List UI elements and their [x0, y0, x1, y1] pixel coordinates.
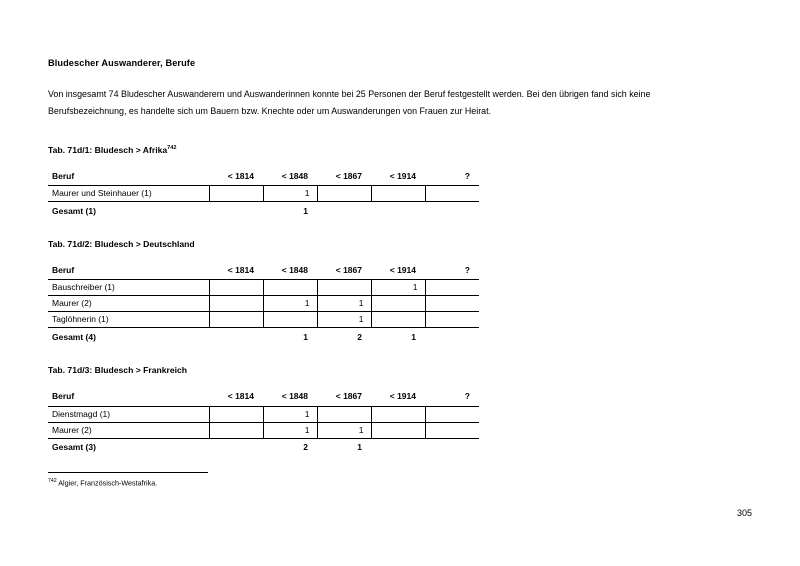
cell-1848 [263, 312, 317, 328]
column-header-1848: < 1848 [263, 168, 317, 186]
table-row [48, 296, 479, 312]
total-1848: 1 [263, 202, 317, 220]
table-total-row [48, 202, 479, 220]
column-header-1814: < 1814 [209, 262, 263, 280]
total-label: Gesamt (1) [48, 202, 209, 220]
total-1867: 1 [317, 438, 371, 456]
table-header-row [48, 262, 479, 280]
table-caption-text: Tab. 71d/1: Bludesch > Afrika [48, 144, 168, 155]
table-caption-text: Tab. 71d/2: Bludesch > Deutschland [48, 239, 195, 250]
column-header-1848: < 1848 [263, 389, 317, 407]
column-header-unknown: ? [425, 389, 479, 407]
total-label: Gesamt (3) [48, 438, 209, 456]
column-header-unknown: ? [425, 168, 479, 186]
cell-1914 [371, 422, 425, 438]
table-row [48, 406, 479, 422]
total-1914: 1 [371, 328, 425, 346]
cell-unknown [425, 406, 479, 422]
column-header-unknown: ? [425, 262, 479, 280]
page-content [48, 58, 752, 476]
total-1867 [317, 202, 371, 220]
column-header-1914: < 1914 [371, 262, 425, 280]
cell-1914 [371, 312, 425, 328]
table-block-frankreich [48, 365, 752, 455]
total-unknown [425, 202, 479, 220]
table-row [48, 186, 479, 202]
column-header-beruf: Beruf [48, 168, 209, 186]
cell-1814 [209, 422, 263, 438]
column-header-1914: < 1914 [371, 389, 425, 407]
occupations-table-deutschland [48, 262, 479, 345]
cell-1814 [209, 296, 263, 312]
total-1814 [209, 328, 263, 346]
table-block-deutschland [48, 239, 752, 345]
cell-beruf: Maurer und Steinhauer (1) [48, 186, 209, 202]
table-total-row [48, 328, 479, 346]
table-caption-text: Tab. 71d/3: Bludesch > Frankreich [48, 365, 188, 376]
cell-1914 [371, 406, 425, 422]
cell-unknown [425, 312, 479, 328]
total-unknown [425, 438, 479, 456]
column-header-beruf: Beruf [48, 389, 209, 407]
table-caption [48, 365, 752, 375]
table-header-row [48, 389, 479, 407]
cell-1848: 1 [263, 406, 317, 422]
cell-beruf: Taglöhnerin (1) [48, 312, 209, 328]
cell-1848: 1 [263, 296, 317, 312]
total-1867: 2 [317, 328, 371, 346]
total-1848: 2 [263, 438, 317, 456]
column-header-1914: < 1914 [371, 168, 425, 186]
cell-beruf: Bauschreiber (1) [48, 280, 209, 296]
footnote [48, 478, 752, 488]
cell-beruf: Dienstmagd (1) [48, 406, 209, 422]
cell-unknown [425, 186, 479, 202]
column-header-1867: < 1867 [317, 168, 371, 186]
column-header-1867: < 1867 [317, 262, 371, 280]
total-1914 [371, 202, 425, 220]
table-total-row [48, 438, 479, 456]
column-header-1848: < 1848 [263, 262, 317, 280]
footnote-area [48, 472, 752, 488]
cell-1848: 1 [263, 186, 317, 202]
total-label: Gesamt (4) [48, 328, 209, 346]
intro-line: Berufsbezeichnung, es handelte sich um Bauern bzw. Knechte oder um Auswanderungen von Frauen zur Heirat. [48, 106, 492, 117]
intro-line: Von insgesamt 74 Bludescher Auswanderern und Auswanderinnen konnte bei 25 Personen der Beruf festgestellt werden. Bei den übrigen fand sich keine [48, 89, 651, 100]
column-header-1814: < 1814 [209, 389, 263, 407]
cell-1914: 1 [371, 280, 425, 296]
total-1814 [209, 202, 263, 220]
column-header-1867: < 1867 [317, 389, 371, 407]
page-title: Bludescher Auswanderer, Berufe [48, 58, 196, 68]
cell-1914 [371, 296, 425, 312]
table-block-afrika [48, 145, 752, 219]
occupations-table-frankreich [48, 389, 479, 456]
footnote-marker: 742 [167, 144, 177, 151]
cell-1848: 1 [263, 422, 317, 438]
cell-1814 [209, 186, 263, 202]
cell-1867 [317, 280, 371, 296]
column-header-1814: < 1814 [209, 168, 263, 186]
cell-1867: 1 [317, 296, 371, 312]
table-caption [48, 145, 752, 155]
cell-unknown [425, 296, 479, 312]
footnote-separator [48, 472, 208, 473]
total-1814 [209, 438, 263, 456]
intro-paragraph [48, 86, 738, 121]
footnote-number: 742 [48, 478, 57, 484]
cell-1814 [209, 312, 263, 328]
table-header-row [48, 168, 479, 186]
total-unknown [425, 328, 479, 346]
table-caption [48, 239, 752, 249]
cell-1867: 1 [317, 422, 371, 438]
cell-1914 [371, 186, 425, 202]
cell-beruf: Maurer (2) [48, 296, 209, 312]
cell-1848 [263, 280, 317, 296]
total-1848: 1 [263, 328, 317, 346]
occupations-table-afrika [48, 168, 479, 219]
page-number: 305 [736, 508, 752, 518]
footnote-body: Algier, Französisch-Westafrika. [58, 478, 158, 488]
cell-unknown [425, 280, 479, 296]
column-header-beruf: Beruf [48, 262, 209, 280]
cell-unknown [425, 422, 479, 438]
cell-beruf: Maurer (2) [48, 422, 209, 438]
cell-1867: 1 [317, 312, 371, 328]
cell-1867 [317, 406, 371, 422]
cell-1814 [209, 280, 263, 296]
cell-1814 [209, 406, 263, 422]
table-row [48, 422, 479, 438]
table-row [48, 312, 479, 328]
cell-1867 [317, 186, 371, 202]
table-row [48, 280, 479, 296]
total-1914 [371, 438, 425, 456]
